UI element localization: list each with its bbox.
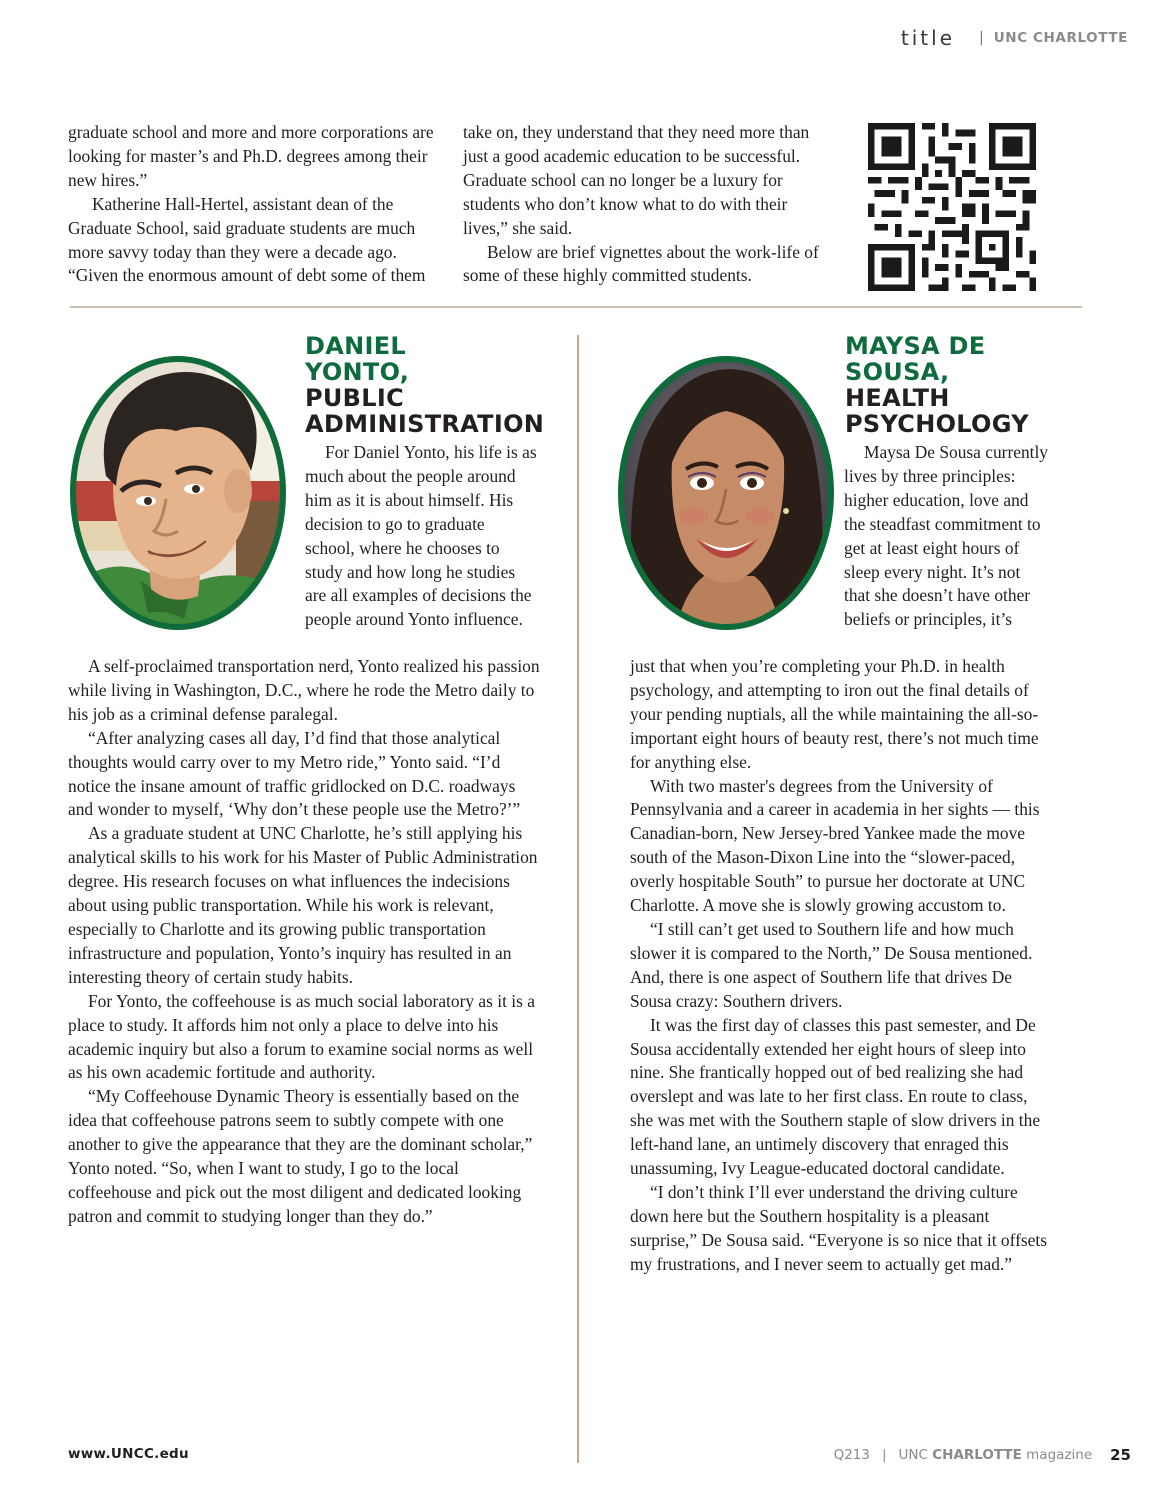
- section-title: title: [900, 26, 956, 50]
- article-paragraph: As a graduate student at UNC Charlotte, he’s still applying his analytical skills to his work for his Master of Public Administration degree. His research focuses on what influences the indecisions about using public transportation. While his work is relevant, especially to Charlotte and its growing public transportation infrastructure and population, Yonto’s inquiry has resulted in an interesting theory of certain study habits.: [68, 823, 538, 987]
- intro-paragraph: Katherine Hall-Hertel, assistant dean of the Graduate School, said graduate students are much more savvy today than they were a decade ago. “Given the enormous amount of debt some of them: [68, 193, 426, 286]
- profile-name-line: SOUSA,: [845, 358, 950, 386]
- article-paragraph: For Yonto, the coffeehouse is as much social laboratory as it is a place to study. It affords him not only a place to delve into his academic inquiry but also a forum to examine social norms as well as his own academic fortitude and authority.: [68, 990, 535, 1083]
- article-paragraph: It was the first day of classes this past semester, and De Sousa accidentally extended her eight hours of sleep into nine. She frantically hopped out of bed realizing she had overslept and was late to her first class. En route to class, she was met with the Southern staple of slow drivers in the left-hand lane, an untimely discovery that enraged this unassuming, Ivy League-educated doctoral candidate.: [630, 1014, 1041, 1179]
- profile-headline-yonto: [305, 333, 545, 437]
- daniel-yonto-portrait: [66, 351, 290, 635]
- article-paragraph: For Daniel Yonto, his life is as much about the people around him as it is about himself. His decision to go to graduate school, where he chooses to study and how long he studies are all examples of decisions the people around Yonto influence.: [305, 442, 537, 630]
- page-number: 25: [1110, 1446, 1131, 1464]
- header-separator: |: [979, 30, 984, 46]
- article-paragraph: With two master's degrees from the University of Pennsylvania and a career in academia in her sights — this Canadian-born, New Jersey-bred Yankee made the move south of the Mason-Dixon Line into the “slower-paced, overly hospitable South” to pursue her doctorate at UNC Charlotte. A move she is slowly growing accustom to.: [630, 775, 1040, 916]
- article-paragraph: Maysa De Sousa currently lives by three principles: higher education, love and the steadfast commitment to get at least eight hours of sleep every night. It’s not that she doesn’t have other beliefs or principles, it’s: [844, 442, 1049, 630]
- profile-program-line: PUBLIC: [305, 384, 405, 412]
- magazine-name: [899, 1447, 1093, 1463]
- yonto-article-body: [68, 655, 540, 1229]
- profile-headline-desousa: [845, 333, 1065, 437]
- profile-program-line: ADMINISTRATION: [305, 410, 545, 438]
- publication-name: UNC CHARLOTTE: [993, 30, 1128, 46]
- profile-name-line: MAYSA DE: [845, 332, 986, 360]
- profile-name-line: YONTO,: [305, 358, 410, 386]
- article-paragraph: “I still can’t get used to Southern life and how much slower it is compared to the North,” De Sousa mentioned. And, there is one aspect of Southern life that drives De Sousa crazy: Southern drivers.: [630, 918, 1033, 1011]
- article-paragraph: A self-proclaimed transportation nerd, Yonto realized his passion while living in Washington, D.C., where he rode the Metro daily to his job as a criminal defense paralegal.: [68, 656, 540, 724]
- profile-program-line: PSYCHOLOGY: [845, 410, 1029, 438]
- horizontal-rule: [70, 306, 1082, 308]
- issue-label: Q213: [833, 1447, 870, 1463]
- desousa-lead-paragraph: [844, 441, 1049, 632]
- article-paragraph: just that when you’re completing your Ph.D. in health psychology, and attempting to iron out the final details of your pending nuptials, all the while maintaining the all-so-important eight hours of beauty rest, there’s not much time for anything else.: [630, 656, 1039, 772]
- maysa-de-sousa-portrait: [614, 351, 838, 635]
- qr-code-icon[interactable]: [868, 123, 1036, 291]
- footer-folio: [834, 1446, 1131, 1464]
- article-paragraph: “My Coffeehouse Dynamic Theory is essentially based on the idea that coffeehouse patrons seem to subtly compete with one another to give the appearance that they are the dominant scholar,” Yonto noted. “So, when I want to study, I go to the local coffeehouse and pick out the most diligent and dedicated looking patron and commit to studying longer than they do.”: [68, 1086, 533, 1226]
- brand-prefix: UNC: [898, 1447, 928, 1463]
- intro-paragraph: take on, they understand that they need more than just a good academic education to be successful. Graduate school can no longer be a luxury for students who don’t know what to do with their lives,” she said.: [463, 122, 810, 238]
- intro-paragraph: graduate school and more and more corporations are looking for master’s and Ph.D. degrees among their new hires.”: [68, 122, 434, 190]
- column-divider: [577, 335, 579, 1463]
- desousa-article-body: [630, 655, 1050, 1277]
- profile-program-line: HEALTH: [845, 384, 950, 412]
- intro-paragraph: Below are brief vignettes about the work-life of some of these highly committed students.: [463, 241, 819, 286]
- yonto-lead-paragraph: [305, 441, 537, 632]
- article-paragraph: “I don’t think I’ll ever understand the driving culture down here but the Southern hospitality is a pleasant surprise,” De Sousa said. “Everyone is so nice that it offsets my frustrations, and I never seem to actually get mad.”: [630, 1181, 1047, 1274]
- profile-name-line: DANIEL: [305, 332, 406, 360]
- brand-suffix: magazine: [1026, 1447, 1093, 1463]
- running-head: [901, 26, 1128, 50]
- footer-separator: |: [881, 1447, 887, 1463]
- brand-bold: CHARLOTTE: [932, 1447, 1022, 1463]
- intro-column-2: [463, 121, 833, 288]
- article-paragraph: “After analyzing cases all day, I’d find that those analytical thoughts would carry over to my Metro ride,” Yonto said. “I’d notice the insane amount of traffic gridlocked on D.C. roadways and wonder to myself, ‘Why don’t these people use the Metro?’”: [68, 727, 521, 820]
- intro-column-1: [68, 121, 448, 288]
- footer-website-link[interactable]: www.UNCC.edu: [68, 1446, 189, 1462]
